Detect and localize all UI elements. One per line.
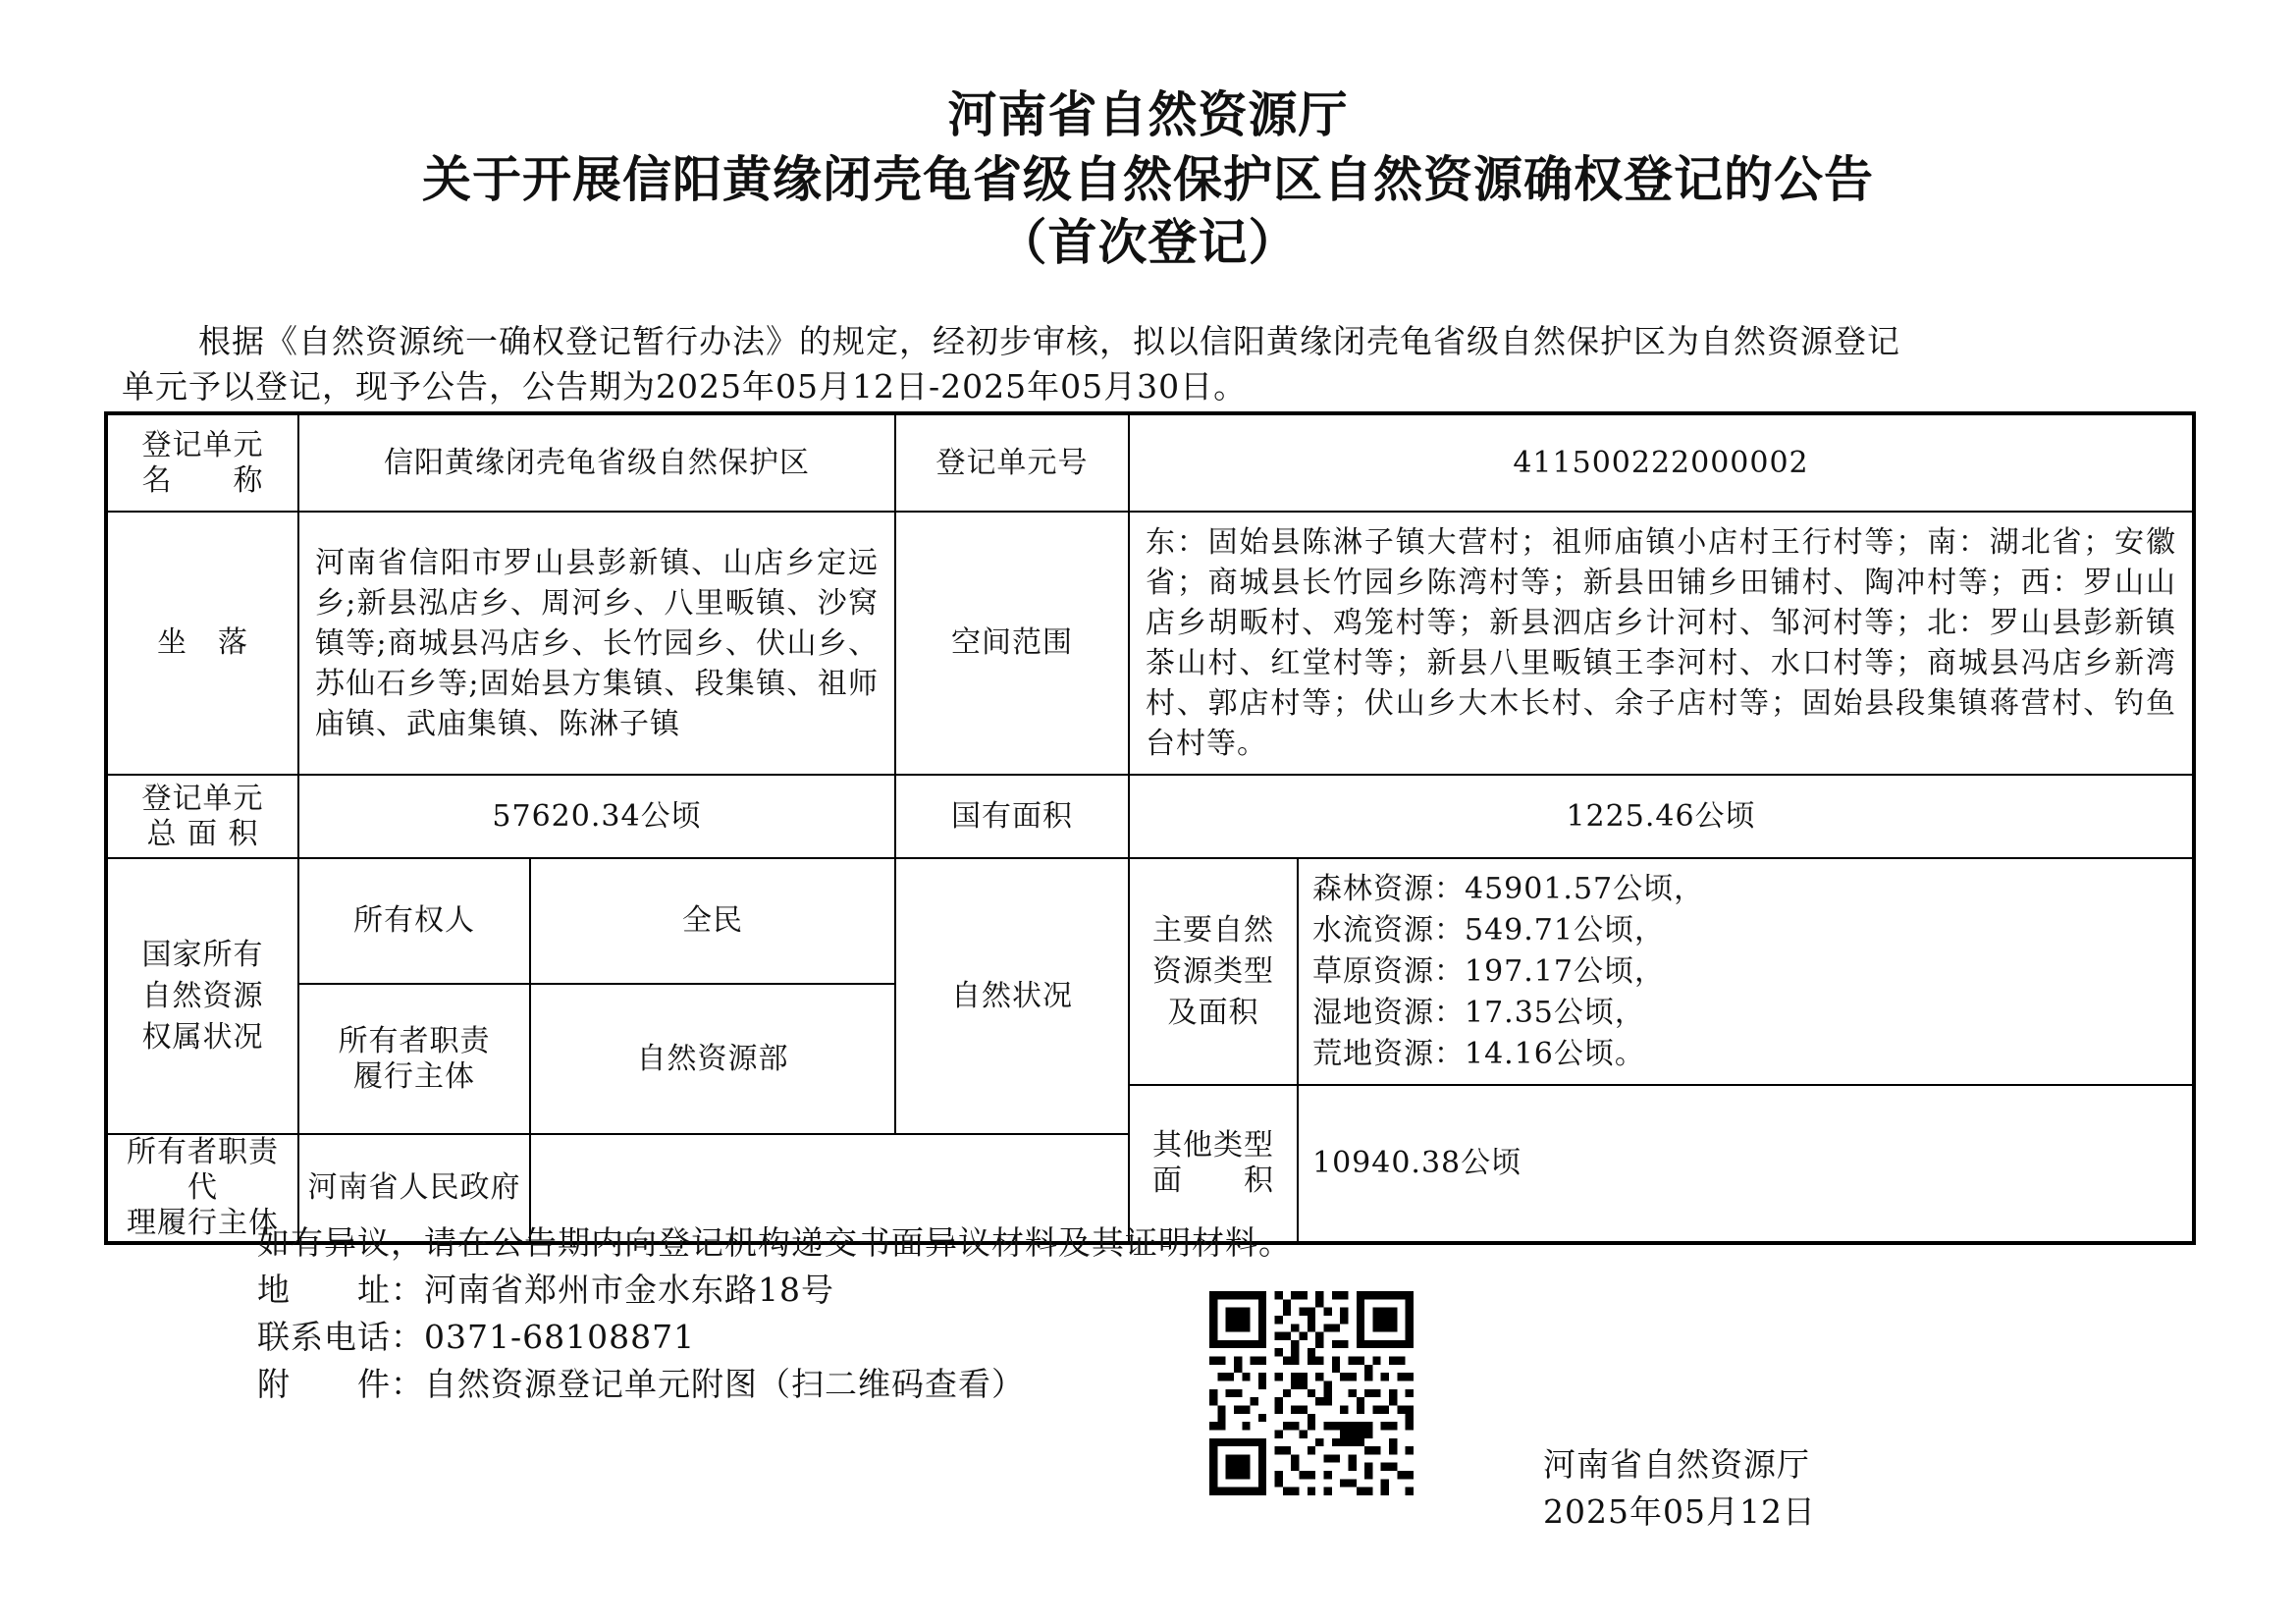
unit-no-value: 411500222000002 [1129, 413, 2194, 512]
unit-name-label: 登记单元 名 称 [106, 413, 298, 512]
other-area-label: 其他类型 面 积 [1129, 1085, 1298, 1243]
owner-label: 所有权人 [298, 858, 530, 984]
location-value: 河南省信阳市罗山县彭新镇、山店乡定远乡;新县泓店乡、周河乡、八里畈镇、沙窝镇等;商城县冯店乡、长竹园乡、伏山乡、苏仙石乡等;固始县方集镇、段集镇、祖师庙镇、武庙集镇、陈淋子镇 [298, 512, 895, 775]
total-area-value: 57620.34公顷 [298, 775, 895, 858]
unit-name-value: 信阳黄缘闭壳龟省级自然保护区 [298, 413, 895, 512]
intro-paragraph [122, 319, 2187, 409]
owner-value: 全民 [530, 858, 895, 984]
main-type-wetland: 湿地资源：17.35公顷， [1312, 995, 1645, 1030]
title-line-1: 河南省自然资源厅 [947, 86, 1349, 143]
main-type-forest: 森林资源：45901.57公顷， [1312, 871, 1705, 906]
address-line: 地 址：河南省郑州市金水东路18号 [257, 1271, 834, 1309]
phone-line: 联系电话：0371-68108871 [257, 1318, 696, 1356]
signature-block [1543, 1441, 1816, 1536]
nature-label: 自然状况 [895, 858, 1129, 1134]
main-type-water: 水流资源：549.71公顷， [1312, 912, 1665, 947]
registration-table [104, 411, 2196, 1245]
state-area-label: 国有面积 [895, 775, 1129, 858]
spatial-range-value: 东：固始县陈淋子镇大营村；祖师庙镇小店村王行村等；南：湖北省；安徽省；商城县长竹园乡陈湾村等；新县田铺乡田铺村、陶冲村等；西：罗山山店乡胡畈村、鸡笼村等；新县泗店乡计河村、邹河村等；北：罗山县彭新镇茶山村、红堂村等；新县八里畈镇王李河村、水口村等；商城县冯店乡新湾村、郭店村等；伏山乡大木长村、余子店村等；固始县段集镇蒋营村、钓鱼台村等。 [1129, 512, 2194, 775]
state-area-value: 1225.46公顷 [1129, 775, 2194, 858]
contact-info [257, 1219, 1292, 1408]
attachment-line: 附 件：自然资源登记单元附图（扫二维码查看） [257, 1365, 1025, 1403]
title-line-3: （首次登记） [997, 214, 1299, 271]
main-type-grassland: 草原资源：197.17公顷， [1312, 953, 1665, 989]
row-area [106, 775, 2194, 858]
total-area-label: 登记单元 总 面 积 [106, 775, 298, 858]
location-label: 坐 落 [106, 512, 298, 775]
main-types-label: 主要自然 资源类型 及面积 [1129, 858, 1298, 1085]
duty-value: 自然资源部 [530, 984, 895, 1134]
row-location [106, 512, 2194, 775]
agent-label: 所有者职责代 理履行主体 [106, 1134, 298, 1243]
spatial-range-label: 空间范围 [895, 512, 1129, 775]
row-owner [106, 858, 2194, 984]
unit-no-label: 登记单元号 [895, 413, 1129, 512]
agent-value: 河南省人民政府 [298, 1134, 530, 1243]
duty-label: 所有者职责 履行主体 [298, 984, 530, 1134]
signature-org: 河南省自然资源厅 [1543, 1445, 1810, 1484]
main-types-list [1298, 858, 2194, 1085]
intro-line-2: 单元予以登记，现予公告，公告期为2025年05月12日-2025年05月30日。 [122, 367, 1248, 406]
signature-date: 2025年05月12日 [1543, 1492, 1816, 1531]
title-line-2: 关于开展信阳黄缘闭壳龟省级自然保护区自然资源确权登记的公告 [422, 151, 1874, 208]
main-type-wasteland: 荒地资源：14.16公顷。 [1312, 1036, 1645, 1071]
row-unit-name [106, 413, 2194, 512]
intro-line-1: 根据《自然资源统一确权登记暂行办法》的规定，经初步审核，拟以信阳黄缘闭壳龟省级自然保护区为自然资源登记 [198, 322, 1900, 360]
objection-note: 如有异议，请在公告期内向登记机构递交书面异议材料及其证明材料。 [257, 1223, 1292, 1262]
ownership-label: 国家所有 自然资源 权属状况 [106, 858, 298, 1134]
other-area-value: 10940.38公顷 [1298, 1085, 2194, 1243]
qr-code-icon[interactable] [1209, 1291, 1414, 1495]
